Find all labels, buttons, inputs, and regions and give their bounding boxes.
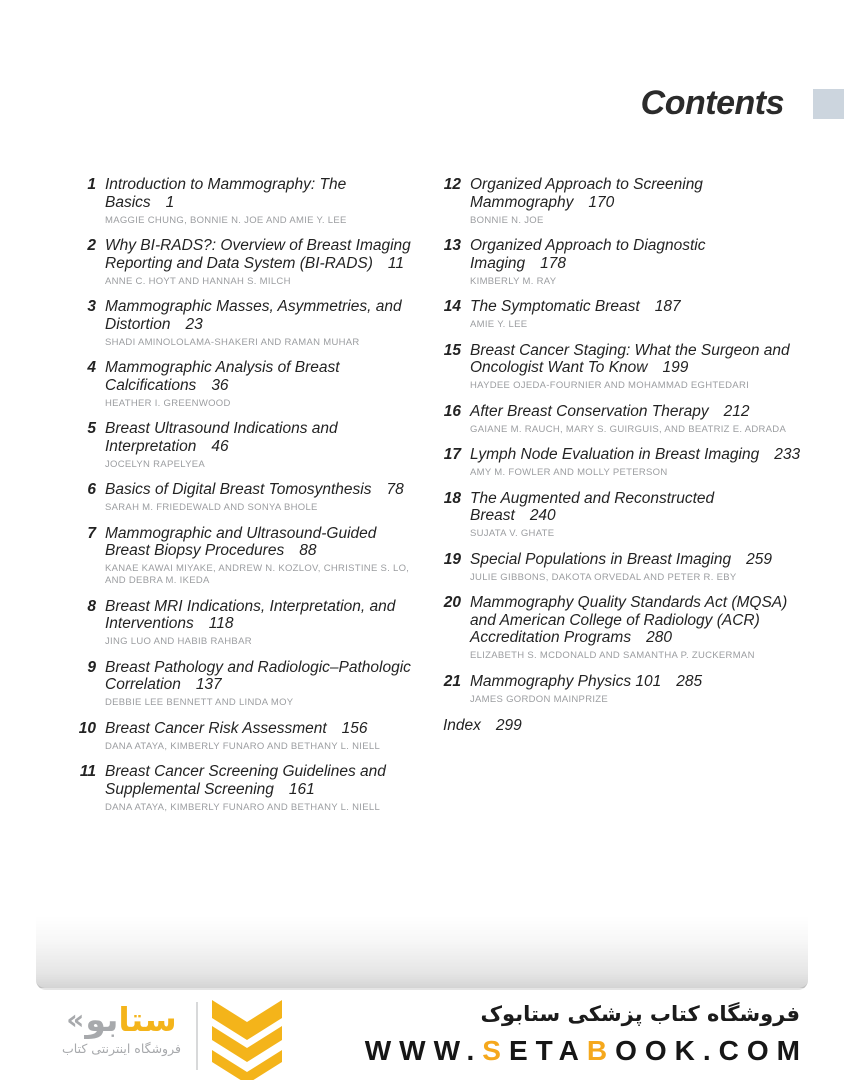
chapter-title: Mammography Physics 101 285	[470, 672, 703, 690]
bookstore-footer	[0, 990, 844, 1080]
toc-entry	[443, 298, 804, 331]
chapter-number: 14	[443, 298, 461, 315]
chapter-number: 3	[87, 298, 96, 315]
chapter-page-number: 233	[774, 446, 801, 463]
chapter-number: 10	[78, 719, 96, 737]
toc-entries-right	[443, 176, 804, 706]
chapter-title: Special Populations in Breast Imaging 259	[470, 550, 772, 568]
toc-entry	[443, 594, 804, 662]
chapter-page-number: 199	[662, 359, 689, 376]
chapter-number: 18	[443, 489, 461, 507]
logo-divider	[196, 1002, 198, 1070]
chapter-page-number: 1	[165, 193, 175, 211]
toc-entry	[443, 403, 804, 436]
toc-column-right	[443, 176, 804, 824]
chapter-title: Breast Cancer Screening Guidelines and Supplemental Screening 161	[105, 763, 386, 798]
page-title: Contents	[640, 84, 784, 122]
toc-entry	[443, 176, 804, 227]
chapter-page-number: 187	[654, 298, 681, 315]
chapter-authors: SHADI AMINOLOLAMA-SHAKERI AND RAMAN MUHAR	[105, 336, 360, 348]
toc-entry	[78, 420, 417, 471]
chapter-page-number: 240	[529, 507, 556, 524]
chapter-title: Breast Cancer Risk Assessment 156	[105, 719, 368, 737]
chapter-page-number: 118	[208, 615, 234, 632]
chapter-number: 20	[443, 594, 461, 611]
chapter-number: 21	[443, 672, 461, 690]
toc-entry	[78, 525, 417, 588]
website-url	[365, 1035, 808, 1067]
chapter-title: Breast Pathology and Radiologic–Pathologic Correlation 137	[105, 658, 411, 693]
toc-entry-body	[105, 237, 417, 288]
chapter-title: Why BI-RADS?: Overview of Breast Imaging Reporting and Data System (BI-RADS) 11	[105, 237, 411, 272]
toc-entry-body	[105, 420, 417, 471]
toc-entry	[78, 720, 417, 753]
url-segment: OOK.COM	[615, 1035, 808, 1066]
toc-entry-body	[105, 298, 417, 349]
chapter-title: Lymph Node Evaluation in Breast Imaging 233	[470, 446, 801, 463]
page-header	[641, 84, 844, 123]
chapter-number: 16	[443, 402, 461, 420]
chapter-authors: HEATHER I. GREENWOOD	[105, 397, 231, 409]
chapter-page-number: 137	[195, 676, 222, 693]
toc-entry-body	[470, 342, 804, 393]
logo-text-block	[62, 1000, 181, 1056]
chapter-title: Basics of Digital Breast Tomosynthesis 78	[105, 481, 404, 498]
toc-entry	[443, 490, 804, 541]
toc-entry	[78, 298, 417, 349]
corner-accent-square	[813, 89, 844, 119]
chapter-page-number: 156	[341, 719, 368, 737]
toc-entry-body	[105, 598, 417, 649]
url-segment: ETA	[508, 1035, 587, 1066]
chapter-authors: JULIE GIBBONS, DAKOTA ORVEDAL AND PETER R. EBY	[470, 571, 737, 583]
toc-entry	[443, 237, 804, 288]
toc-entry-body	[470, 237, 804, 288]
page-bottom-shadow	[36, 916, 808, 990]
chapter-page-number: 23	[185, 315, 203, 333]
chapter-number: 1	[87, 176, 96, 193]
chapter-title: Mammographic Analysis of Breast Calcifications 36	[105, 359, 340, 394]
chapter-title: Mammography Quality Standards Act (MQSA) and American College of Radiology (ACR) Accreditation Programs 280	[470, 594, 788, 646]
url-segment: WWW.	[364, 1035, 483, 1066]
chapter-authors: DANA ATAYA, KIMBERLY FUNARO AND BETHANY L. NIELL	[105, 801, 381, 813]
chapter-authors: JAMES GORDON MAINPRIZE	[470, 693, 609, 705]
chapter-authors: JOCELYN RAPELYEA	[105, 458, 206, 470]
chapter-title: Breast Ultrasound Indications and Interpretation 46	[105, 420, 338, 455]
chapter-number: 5	[87, 420, 96, 437]
toc-entry-body	[105, 763, 417, 814]
chapter-page-number: 259	[746, 550, 772, 568]
table-of-contents	[78, 176, 804, 824]
chapter-number: 6	[87, 481, 96, 498]
toc-entry	[78, 763, 417, 814]
toc-entry-body	[470, 673, 804, 706]
toc-entry-body	[470, 490, 804, 541]
chapter-authors: KIMBERLY M. RAY	[470, 275, 557, 287]
logo-wordmark	[66, 1000, 177, 1040]
toc-entry-body	[105, 176, 417, 227]
toc-entry-body	[470, 298, 804, 331]
chapter-page-number: 280	[646, 629, 672, 646]
toc-entry	[78, 176, 417, 227]
chapter-authors: KANAE KAWAI MIYAKE, ANDREW N. KOZLOV, CHRISTINE S. LO, AND DEBRA M. IKEDA	[105, 563, 410, 586]
toc-entry	[443, 551, 804, 584]
chapter-page-number: 46	[211, 437, 229, 455]
logo-subtitle: فروشگاه اینترنتی کتاب	[62, 1041, 181, 1056]
chapter-title: Introduction to Mammography: The Basics 1	[105, 176, 347, 211]
toc-entry-body	[470, 551, 804, 584]
chapter-number: 2	[87, 237, 96, 254]
guillemet-mark: «	[66, 1003, 85, 1036]
chapter-title: Breast Cancer Staging: What the Surgeon and Oncologist Want To Know 199	[470, 341, 790, 376]
chapter-authors: DEBBIE LEE BENNETT AND LINDA MOY	[105, 697, 294, 708]
chapter-number: 15	[443, 341, 461, 359]
toc-entry	[78, 598, 417, 649]
chapter-page-number: 36	[211, 376, 229, 394]
chapter-number: 8	[87, 597, 96, 615]
chapter-number: 19	[443, 550, 461, 568]
chapter-authors: ANNE C. HOYT AND HANNAH S. MILCH	[105, 275, 291, 287]
chapter-page-number: 78	[386, 481, 404, 498]
chapter-authors: MAGGIE CHUNG, BONNIE N. JOE AND AMIE Y. LEE	[105, 214, 347, 226]
chapter-page-number: 212	[723, 402, 750, 420]
setabook-logo	[62, 998, 283, 1080]
toc-entry-body	[105, 720, 417, 753]
toc-entry-body	[105, 525, 417, 588]
chapter-authors: BONNIE N. JOE	[470, 214, 544, 226]
chapter-title: The Augmented and Reconstructed Breast 240	[470, 489, 715, 524]
url-accent-letter: B	[586, 1035, 616, 1066]
toc-entry-body	[470, 403, 804, 436]
index-entry	[443, 717, 804, 735]
toc-entry-body	[470, 594, 804, 662]
toc-entry	[78, 359, 417, 410]
chapter-authors: HAYDEE OJEDA-FOURNIER AND MOHAMMAD EGHTEDARI	[470, 380, 750, 391]
chapter-title: Mammographic Masses, Asymmetries, and Distortion 23	[105, 298, 402, 333]
chapter-title: Organized Approach to Screening Mammography 170	[470, 176, 703, 211]
url-accent-letter: S	[482, 1035, 509, 1066]
chapter-number: 7	[87, 524, 96, 542]
toc-entry	[78, 659, 417, 710]
chapter-number: 12	[443, 176, 461, 193]
chapter-number: 13	[443, 237, 461, 254]
chapter-page-number: 161	[288, 780, 315, 798]
footer-right-block	[364, 1000, 808, 1067]
toc-entry-body	[105, 659, 417, 710]
toc-column-left	[78, 176, 417, 824]
chapter-title: The Symptomatic Breast 187	[470, 298, 681, 315]
wordmark-gray-part: بو	[85, 1000, 119, 1039]
toc-entry	[443, 342, 804, 393]
index-label: Index	[443, 716, 481, 734]
chapter-authors: SARAH M. FRIEDEWALD AND SONYA BHOLE	[105, 502, 318, 513]
chapter-page-number: 170	[588, 193, 615, 211]
toc-entry-body	[105, 359, 417, 410]
chapter-number: 4	[87, 359, 96, 376]
chapter-authors: ELIZABETH S. MCDONALD AND SAMANTHA P. ZUCKERMAN	[470, 650, 755, 661]
index-page-number: 299	[495, 716, 522, 734]
chapter-authors: DANA ATAYA, KIMBERLY FUNARO AND BETHANY L. NIELL	[105, 740, 381, 752]
chapter-authors: AMIE Y. LEE	[470, 319, 528, 330]
store-title: فروشگاه کتاب پزشکی ستابوک	[480, 1002, 800, 1026]
toc-entry	[443, 446, 804, 479]
chapter-number: 9	[87, 658, 96, 676]
chapter-number: 11	[79, 763, 96, 780]
toc-entries-left	[78, 176, 417, 814]
chapter-authors: AMY M. FOWLER AND MOLLY PETERSON	[470, 467, 668, 478]
chapter-page-number: 285	[676, 672, 703, 690]
chapter-title: Organized Approach to Diagnostic Imaging 178	[470, 237, 706, 272]
chapter-title: Breast MRI Indications, Interpretation, and Interventions 118	[105, 597, 396, 632]
toc-entry-body	[105, 481, 417, 514]
chapter-authors: JING LUO AND HABIB RAHBAR	[105, 636, 252, 647]
wordmark-yellow-part: ستا	[118, 1000, 177, 1039]
chapter-authors: GAIANE M. RAUCH, MARY S. GUIRGUIS, AND BEATRIZ E. ADRADA	[470, 423, 787, 435]
chapter-number: 17	[443, 446, 461, 463]
chapter-title: After Breast Conservation Therapy 212	[470, 402, 750, 420]
toc-entry-body	[470, 176, 804, 227]
toc-entry	[78, 237, 417, 288]
chapter-page-number: 88	[299, 542, 317, 559]
toc-entry	[78, 481, 417, 514]
chapter-page-number: 11	[387, 254, 404, 272]
chapter-page-number: 178	[540, 254, 567, 272]
triple-chevron-icon	[211, 1000, 283, 1080]
chapter-title: Mammographic and Ultrasound-Guided Breast Biopsy Procedures 88	[105, 524, 377, 559]
toc-entry-body	[470, 446, 804, 479]
chapter-authors: SUJATA V. GHATE	[470, 528, 555, 539]
toc-entry	[443, 673, 804, 706]
